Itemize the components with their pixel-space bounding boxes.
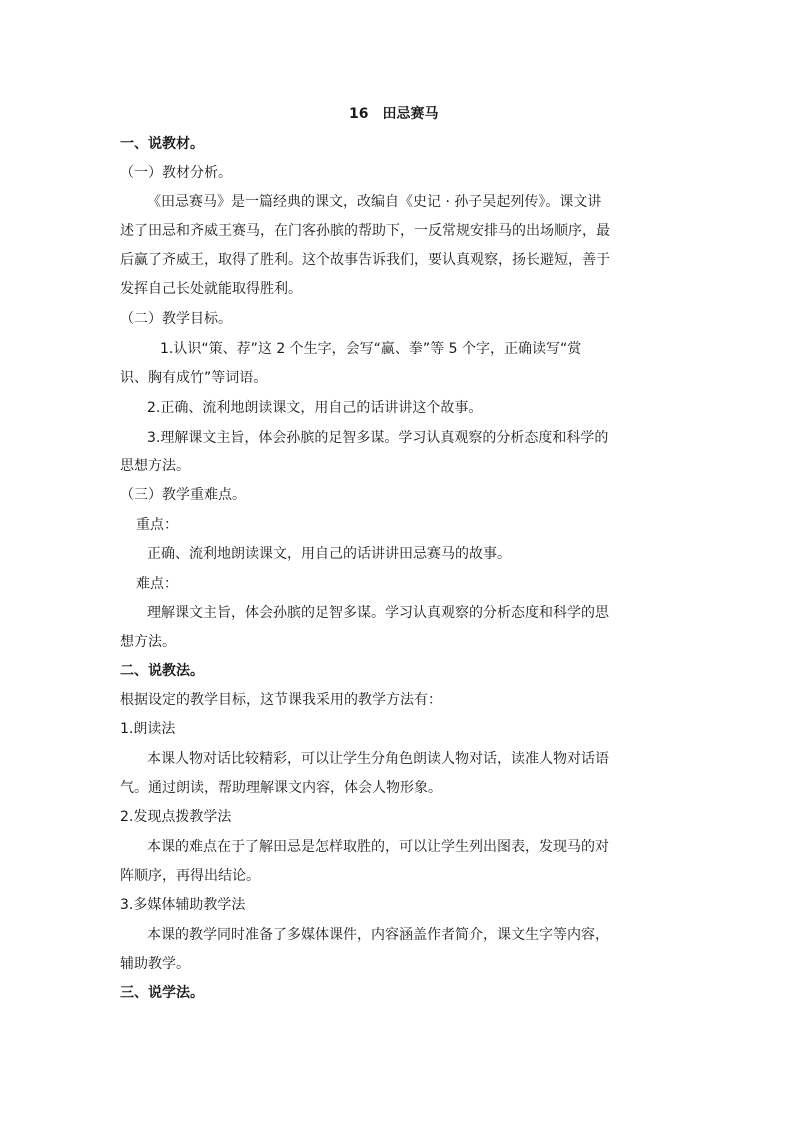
method-heading: 1.朗读法 [120,721,176,737]
subsection-heading: （三）教学重难点。 [120,487,246,503]
paragraph-line: 根据设定的教学目标，这节课我采用的教学方法有： [120,692,442,708]
subsection-heading: （一）教材分析。 [120,165,232,181]
list-item: 3.理解课文主旨，体会孙膑的足智多谋。学习认真观察的分析态度和科学的 [147,430,609,446]
paragraph-line: 发挥自己长处就能取得胜利。 [120,281,302,297]
page-title: 16 田忌赛马 [349,106,439,122]
section-heading: 三、说学法。 [120,985,204,1001]
list-item: 2.正确、流利地朗读课文，用自己的话讲讲这个故事。 [147,400,483,416]
label-difficulty: 难点： [136,576,178,592]
paragraph-line: 辅助教学。 [120,956,190,972]
method-heading: 2.发现点拨教学法 [120,809,232,825]
paragraph-line: 本课人物对话比较精彩，可以让学生分角色朗读人物对话，读准人物对话语 [147,751,609,767]
paragraph-line: 理解课文主旨，体会孙膑的足智多谋。学习认真观察的分析态度和科学的思 [147,605,609,621]
section-heading: 一、说教材。 [120,136,204,152]
paragraph-line: 想方法。 [120,634,176,650]
subsection-heading: （二）教学目标。 [120,311,232,327]
paragraph-line: 本课的难点在于了解田忌是怎样取胜的，可以让学生列出图表，发现马的对 [147,839,609,855]
paragraph-line: 气。通过朗读，帮助理解课文内容，体会人物形象。 [120,780,442,796]
list-item: 1.认识“策、荐”这 2 个生字，会写“赢、拳”等 5 个字，正确读写“赏 [160,341,582,357]
label-key-point: 重点： [136,517,178,533]
paragraph-line: 《田忌赛马》是一篇经典的课文，改编自《史记 · 孙子吴起列传》。课文讲 [147,194,602,210]
paragraph-line: 识、胸有成竹”等词语。 [120,370,268,386]
paragraph-line: 本课的教学同时准备了多媒体课件，内容涵盖作者简介，课文生字等内容， [147,927,609,943]
paragraph-line: 阵顺序，再得出结论。 [120,868,260,884]
paragraph-line: 思想方法。 [120,458,190,474]
method-heading: 3.多媒体辅助教学法 [120,897,246,913]
section-heading: 二、说教法。 [120,663,204,679]
paragraph-line: 正确、流利地朗读课文，用自己的话讲讲田忌赛马的故事。 [147,546,511,562]
paragraph-line: 述了田忌和齐威王赛马，在门客孙膑的帮助下，一反常规安排马的出场顺序，最 [120,223,610,239]
paragraph-line: 后赢了齐威王，取得了胜利。这个故事告诉我们，要认真观察，扬长避短，善于 [120,252,610,268]
